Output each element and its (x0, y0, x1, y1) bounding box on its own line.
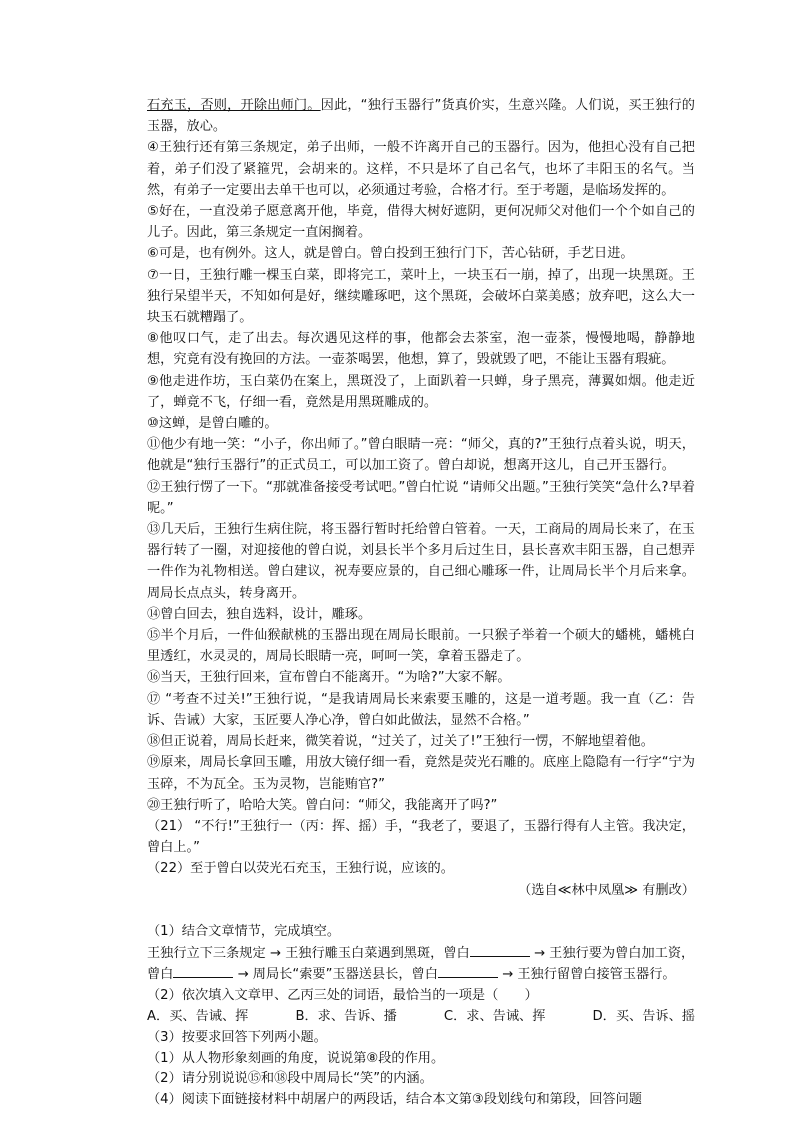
question-3a: （1）从人物形象刻画的角度，说说第⑧段的作用。 (147, 1050, 445, 1066)
paragraph-4: ④王独行还有第三条规定，弟子出师，一般不许离开自己的玉器行。因为，他担心没有自己把着，弟子们没了紧箍咒，会胡来的。这样，不只是坏了自己名气，也坏了丰阳玉的名气。当然，有弟子一定要出去单干也可以，必须通过考验，合格才行。至于考题，是临场发挥的。 (147, 140, 695, 198)
paragraph-19: ⑲原来，周局长拿回玉雕，用放大镜仔细一看，竟然是荧光石雕的。底座上隐隐有一行字“宁为玉碎，不为瓦全。玉为灵物，岂能贿官?” (147, 755, 695, 792)
question-2-title: （2）依次填入文章甲、乙丙三处的词语，最恰当的一项是（ ） (147, 988, 538, 1004)
q1-text-1: 王独行立下三条规定 → 王独行雕玉白菜遇到黑斑，曾白 (147, 945, 470, 961)
option-c[interactable]: C．求、告诫、挥 (443, 1008, 546, 1024)
intro-rest: 因此，“独行玉器行”货真价实，生意兴隆。人们说，买王独行的玉器，放心。 (147, 98, 695, 135)
paragraph-intro (147, 95, 695, 137)
question-3-title: （3）按要求回答下列两小题。 (147, 1029, 327, 1045)
paragraph-18: ⑱但正说着，周局长赶来，微笑着说，“过关了，过关了!”王独行一愣，不解地望着他。 (147, 734, 654, 750)
paragraph-13: ⑬几天后，王独行生病住院，将玉器行暂时托给曾白管着。一天，工商局的周局长来了，在玉器行转了一圈，对迎接他的曾白说，刘县长半个多月后过生日，县长喜欢丰阳玉器，自己想弄一件作为礼物相送。曾白建议，祝寿要应景的，自己细心雕琢一件，让周局长半个月后来拿。周局长点点头，转身离开。 (147, 522, 695, 601)
paragraph-11: ⑪他少有地一笑：“小子，你出师了。”曾白眼睛一亮：“师父，真的?”王独行点着头说，明天，他就是“独行玉器行”的正式员工，可以加工资了。曾白却说，想离开这儿，自己开玉器行。 (147, 437, 695, 474)
option-b[interactable]: B．求、告诉、播 (295, 1008, 397, 1024)
question-3b: （2）请分别说说⑮和⑱段中周局长“笑”的内涵。 (147, 1071, 433, 1087)
paragraph-7: ⑦一日，王独行雕一棵玉白菜，即将完工，菜叶上，一块玉石一崩，掉了，出现一块黑斑。王独行呆望半天，不知如何是好，继续雕琢吧，这个黑斑，会破坏白菜美感；放弃吧，这么大一块玉石就糟蹋了。 (147, 267, 695, 326)
question-1-body (147, 943, 695, 987)
answer-blank-2[interactable] (173, 964, 233, 978)
paragraph-14: ⑭曾白回去，独自选料，设计，雕琢。 (147, 606, 372, 622)
answer-blank-1[interactable] (470, 943, 530, 957)
paragraph-21: （21） “不行!”王独行一（丙：挥、摇）手，“我老了，要退了，玉器行得有人主管。我决定，曾白上。” (147, 818, 695, 856)
paragraph-16: ⑯当天，王独行回来，宣布曾白不能离开。“为啥?”大家不解。 (147, 670, 511, 686)
paragraph-8: ⑧他叹口气，走了出去。每次遇见这样的事，他都会去茶室，泡一壶茶，慢慢地喝，静静地想，究竟有没有挽回的方法。一壶茶喝罢，他想，算了，毁就毁了吧，不能让玉器有瑕疵。 (147, 331, 695, 368)
paragraph-20: ⑳王独行听了，哈哈大笑。曾白问：“师父，我能离开了吗?” (147, 797, 498, 813)
q1-text-3: → 周局长“索要”玉器送县长，曾白 (233, 967, 438, 983)
paragraph-10: ⑩这蝉，是曾白雕的。 (147, 416, 278, 432)
question-4-title: （4）阅读下面链接材料中胡屠户的两段话，结合本文第③段划线句和第段，回答问题 (147, 1092, 642, 1108)
paragraph-17: ⑰ “考查不过关!”王独行说，“是我请周局长来索要玉雕的，这是一道考题。我一直（乙：告诉、告诫）大家，玉匠要人净心净，曾白如此做法，显然不合格。” (147, 691, 695, 728)
underlined-sentence: 石充玉，否则，开除出师门。 (147, 98, 321, 113)
question-2-options (147, 1007, 695, 1028)
document-column (147, 95, 695, 1111)
q1-text-2: → 王独行要为曾白加工资，曾白 (147, 945, 695, 983)
source-citation: （选自≪林中凤凰≫ 有删改） (518, 882, 695, 898)
section-gap (147, 901, 695, 922)
paragraph-9: ⑨他走进作坊，玉白菜仍在案上，黑斑没了，上面趴着一只蝉，身子黑亮，薄翼如烟。他走近了，蝉竟不飞，仔细一看，竟然是用黑斑雕成的。 (147, 373, 695, 410)
option-a[interactable]: A．买、告诫、挥 (147, 1008, 249, 1024)
paragraph-12: ⑫王独行愣了一下。“那就准备接受考试吧。”曾白忙说 “请师父出题。”王独行笑笑“急什么?早着呢。” (147, 479, 695, 516)
paragraph-6: ⑥可是，也有例外。这人，就是曾白。曾白投到王独行门下，苦心钻研，手艺日进。 (147, 246, 634, 262)
paragraph-22: （22）至于曾白以荧光石充玉，王独行说，应该的。 (147, 861, 454, 877)
q1-text-4: → 王独行留曾白接管玉器行。 (497, 967, 676, 983)
answer-blank-3[interactable] (438, 964, 498, 978)
option-d[interactable]: D．买、告诉、摇 (592, 1008, 695, 1024)
paragraph-5: ⑤好在，一直没弟子愿意离开他，毕竟，借得大树好遮阴，更何况师父对他们一个个如自己的儿子。因此，第三条规定一直闲搁着。 (147, 204, 695, 241)
paragraph-15: ⑮半个月后，一件仙猴献桃的玉器出现在周局长眼前。一只猴子举着一个硕大的蟠桃，蟠桃白里透红，水灵灵的，周局长眼睛一亮，呵呵一笑，拿着玉器走了。 (147, 628, 695, 665)
question-1-title: （1）结合文章情节，完成填空。 (147, 923, 341, 939)
